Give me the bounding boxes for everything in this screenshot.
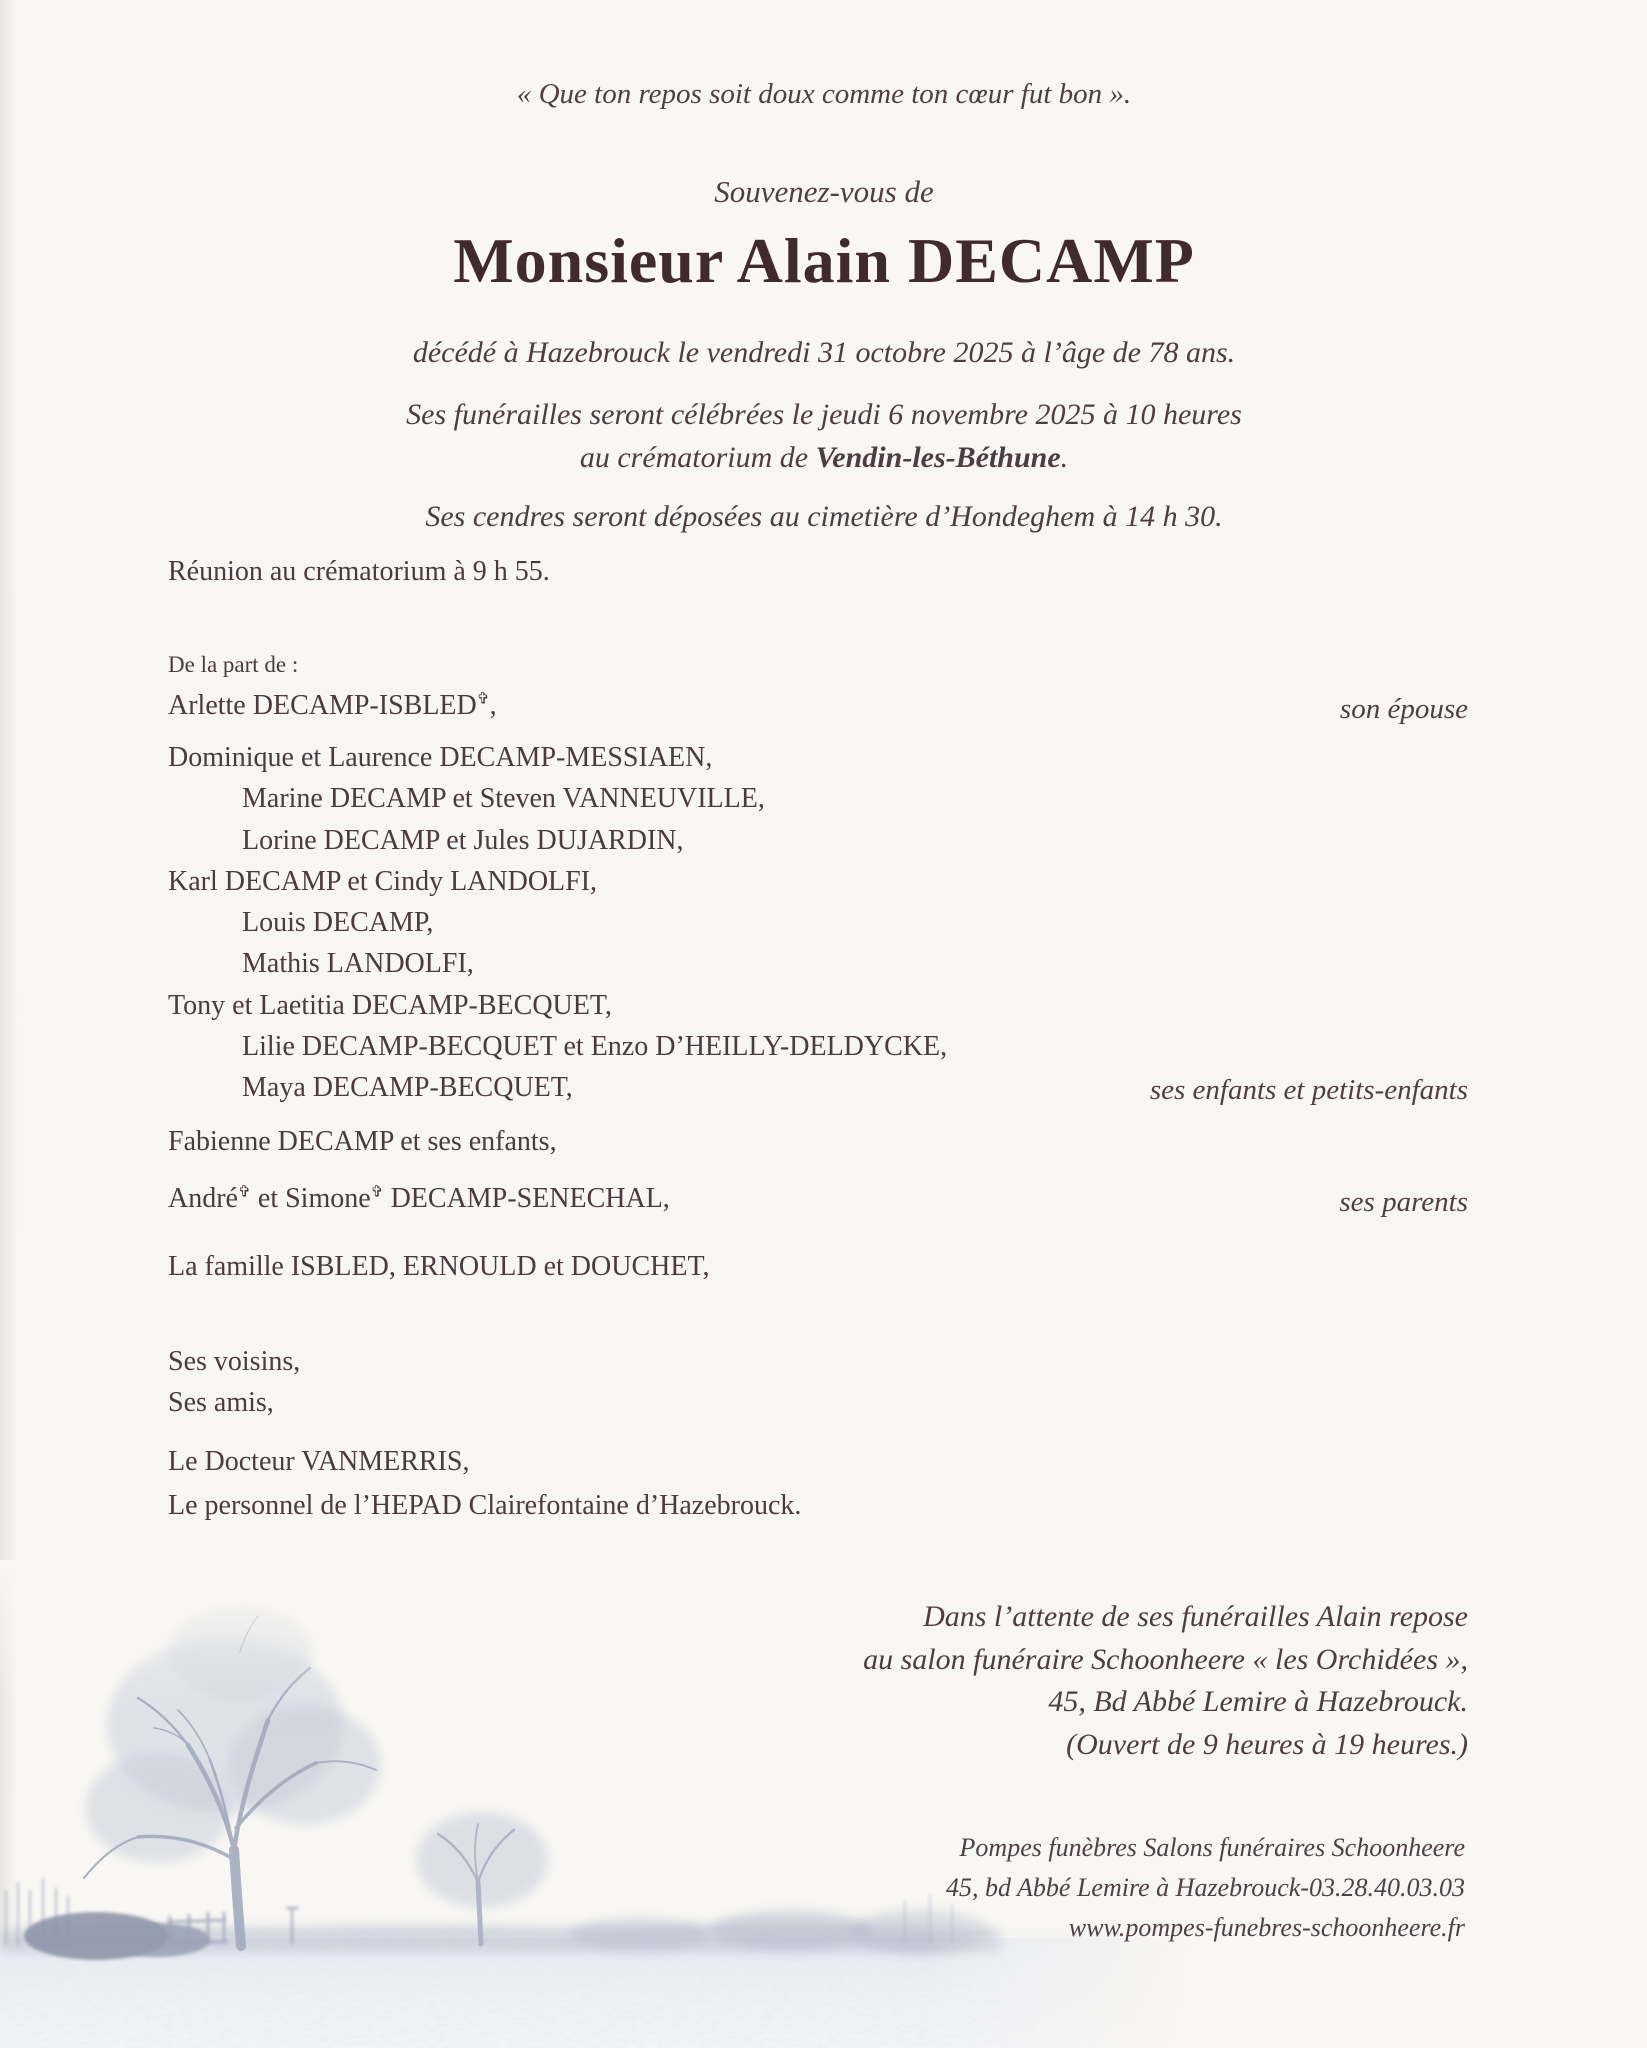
deceased-name-title: Monsieur Alain DECAMP (453, 225, 1195, 296)
neighbors-line: Ses voisins, (168, 1346, 301, 1377)
remember-line: Souvenez-vous de (714, 174, 934, 209)
parents-surname: DECAMP-SENECHAL, (383, 1183, 670, 1214)
spouse-relation: son épouse (1339, 693, 1468, 725)
funeral-home-name: Pompes funèbres Salons funéraires Schoonheere (959, 1833, 1465, 1862)
family-member-row: Louis DECAMP, (242, 907, 434, 939)
medics-list (168, 1440, 801, 1528)
epitaph-quote: « Que ton repos soit doux comme ton cœur fut bon ». (516, 78, 1132, 110)
family-member-row: Karl DECAMP et Cindy LANDOLFI, (168, 865, 598, 897)
family-member-row: Maya DECAMP-BECQUET, (242, 1072, 573, 1104)
fabienne-line: Fabienne DECAMP et ses enfants, (168, 1126, 557, 1157)
funeral-line-2-suffix: . (1060, 441, 1069, 474)
extended-family-line: La famille ISBLED, ERNOULD et DOUCHET, (168, 1251, 710, 1282)
children-list (168, 737, 947, 1109)
family-member-row: Lilie DECAMP-BECQUET et Enzo D’HEILLY-DELDYCKE, (242, 1031, 948, 1063)
crematorium-place: Vendin-les-Béthune (815, 441, 1061, 474)
repose-line: (Ouvert de 9 heures à 19 heures.) (1066, 1727, 1468, 1761)
family-member-row: Lorine DECAMP et Jules DUJARDIN, (242, 824, 684, 856)
funeral-line-2-prefix: au crématorium de (579, 441, 816, 474)
parents-relation: ses parents (1339, 1186, 1468, 1218)
death-line: décédé à Hazebrouck le vendredi 31 octobre 2025 à l’âge de 78 ans. (412, 336, 1236, 369)
family-member-row: Marine DECAMP et Steven VANNEUVILLE, (242, 783, 765, 815)
family-member-row: Mathis LANDOLFI, (242, 948, 474, 980)
family-member-row: Tony et Laetitia DECAMP-BECQUET, (168, 989, 612, 1021)
family-member-row: Dominique et Laurence DECAMP-MESSIAEN, (168, 742, 713, 773)
parents-line (168, 1183, 670, 1215)
repose-notice (863, 1596, 1468, 1766)
funeral-line-2 (14, 441, 1634, 475)
friends-line: Ses amis, (168, 1387, 274, 1419)
deceased-cross-icon: ✞ (370, 1182, 384, 1201)
others-list (168, 1341, 300, 1424)
deceased-cross-icon: ✞ (237, 1182, 251, 1201)
repose-line: au salon funéraire Schoonheere « les Orchidées », (863, 1642, 1468, 1676)
parent-name: André (168, 1183, 238, 1214)
deceased-cross-icon: ✞ (476, 689, 490, 708)
children-relation: ses enfants et petits-enfants (1149, 1074, 1468, 1106)
spouse-name: Arlette DECAMP-ISBLED (168, 690, 477, 721)
repose-line: 45, Bd Abbé Lemire à Hazebrouck. (1048, 1685, 1468, 1718)
doctor-line: Le Docteur VANMERRIS, (168, 1446, 470, 1477)
funeral-home-website: www.pompes-funebres-schoonheere.fr (1068, 1913, 1465, 1942)
spouse-line (168, 690, 497, 722)
funeral-home-footer (946, 1828, 1465, 1948)
repose-line: Dans l’attente de ses funérailles Alain repose (923, 1600, 1468, 1633)
ashes-line: Ses cendres seront déposées au cimetière d’Hondeghem à 14 h 30. (425, 500, 1223, 533)
funeral-home-address: 45, bd Abbé Lemire à Hazebrouck-03.28.40.03.03 (946, 1873, 1465, 1902)
parent-name: et Simone (250, 1183, 371, 1214)
staff-line: Le personnel de l’HEPAD Clairefontaine d’Hazebrouck. (168, 1490, 802, 1521)
meeting-line: Réunion au crématorium à 9 h 55. (168, 556, 550, 587)
funeral-line-1: Ses funérailles seront célébrées le jeudi 6 novembre 2025 à 10 heures (406, 398, 1242, 431)
from-label: De la part de : (168, 652, 299, 677)
spouse-comma: , (489, 690, 497, 721)
